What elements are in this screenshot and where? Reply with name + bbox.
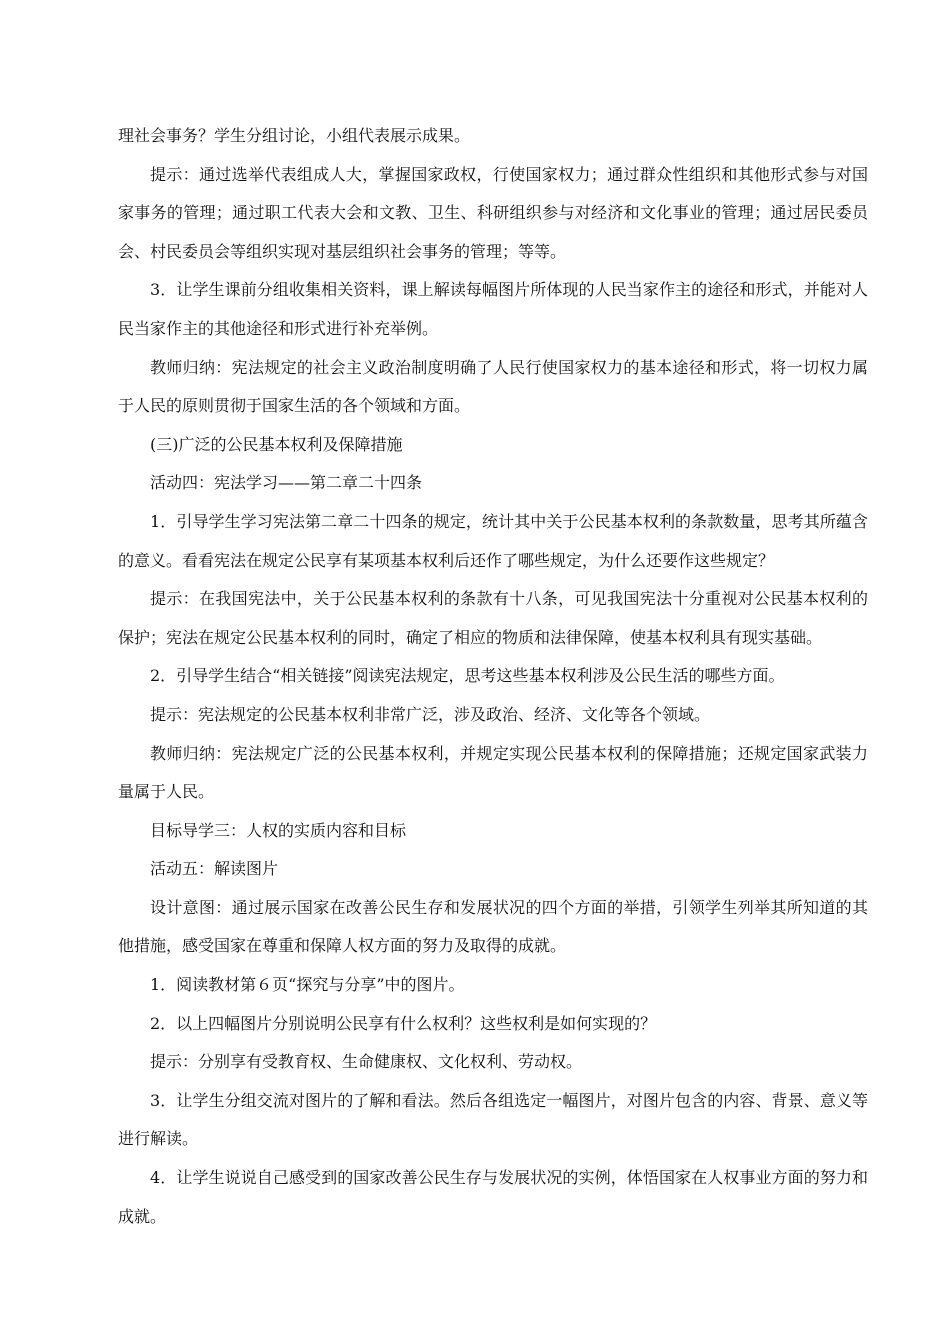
document-body <box>118 117 868 1236</box>
paragraph-1: 理社会事务？学生分组讨论，小组代表展示成果。 <box>118 126 471 145</box>
paragraph-15: 1．阅读教材第６页“探究与分享”中的图片。 <box>150 975 465 995</box>
paragraph-7: 1．引导学生学习宪法第二章二十四条的规定，统计其中关于公民基本权利的条款数量，思考其所蕴含的意义。看看宪法在规定公民享有某项基本权利后还作了哪些规定，为什么还要作这些规定？ <box>118 511 868 570</box>
paragraph-4: 教师归纳：宪法规定的社会主义政治制度明确了人民行使国家权力的基本途径和形式，将一切权力属于人民的原则贯彻于国家生活的各个领域和方面。 <box>118 357 868 416</box>
paragraph-6: 活动四：宪法学习——第二章二十四条 <box>150 473 423 493</box>
paragraph-17: 提示：分别享有受教育权、生命健康权、文化权利、劳动权。 <box>150 1052 583 1072</box>
paragraph-18: 3．让学生分组交流对图片的了解和看法。然后各组选定一幅图片，对图片包含的内容、背景、意义等进行解读。 <box>118 1090 868 1149</box>
paragraph-13: 活动五：解读图片 <box>150 859 279 879</box>
paragraph-12: 目标导学三：人权的实质内容和目标 <box>150 820 407 840</box>
paragraph-8: 提示：在我国宪法中，关于公民基本权利的条款有十八条，可见我国宪法十分重视对公民基本权利的保护；宪法在规定公民基本权利的同时，确定了相应的物质和法律保障，使基本权利具有现实基础。 <box>118 589 868 647</box>
paragraph-10: 提示：宪法规定的公民基本权利非常广泛，涉及政治、经济、文化等各个领域。 <box>150 704 711 724</box>
paragraph-14: 设计意图：通过展示国家在改善公民生存和发展状况的四个方面的举措，引领学生列举其所知道的其他措施，感受国家在尊重和保障人权方面的努力及取得的成就。 <box>118 897 868 956</box>
paragraph-19: 4．让学生说说自己感受到的国家改善公民生存与发展状况的实例，体悟国家在人权事业方面的努力和成就。 <box>118 1168 868 1226</box>
paragraph-16: 2．以上四幅图片分别说明公民享有什么权利？这些权利是如何实现的？ <box>150 1013 657 1033</box>
paragraph-11: 教师归纳：宪法规定广泛的公民基本权利，并规定实现公民基本权利的保障措施；还规定国家武装力量属于人民。 <box>118 743 868 802</box>
paragraph-3: 3．让学生课前分组收集相关资料，课上解读每幅图片所体现的人民当家作主的途径和形式，并能对人民当家作主的其他途径和形式进行补充举例。 <box>118 280 868 338</box>
paragraph-9: 2．引导学生结合“相关链接”阅读宪法规定，思考这些基本权利涉及公民生活的哪些方面。 <box>150 666 785 686</box>
paragraph-5: (三)广泛的公民基本权利及保障措施 <box>150 434 403 454</box>
paragraph-2: 提示：通过选举代表组成人大，掌握国家政权，行使国家权力；通过群众性组织和其他形式参与对国家事务的管理；通过职工代表大会和文教、卫生、科研组织参与对经济和文化事业的管理；通过居民委员会、村民委员会等组织实现对基层组织社会事务的管理；等等。 <box>118 164 868 261</box>
